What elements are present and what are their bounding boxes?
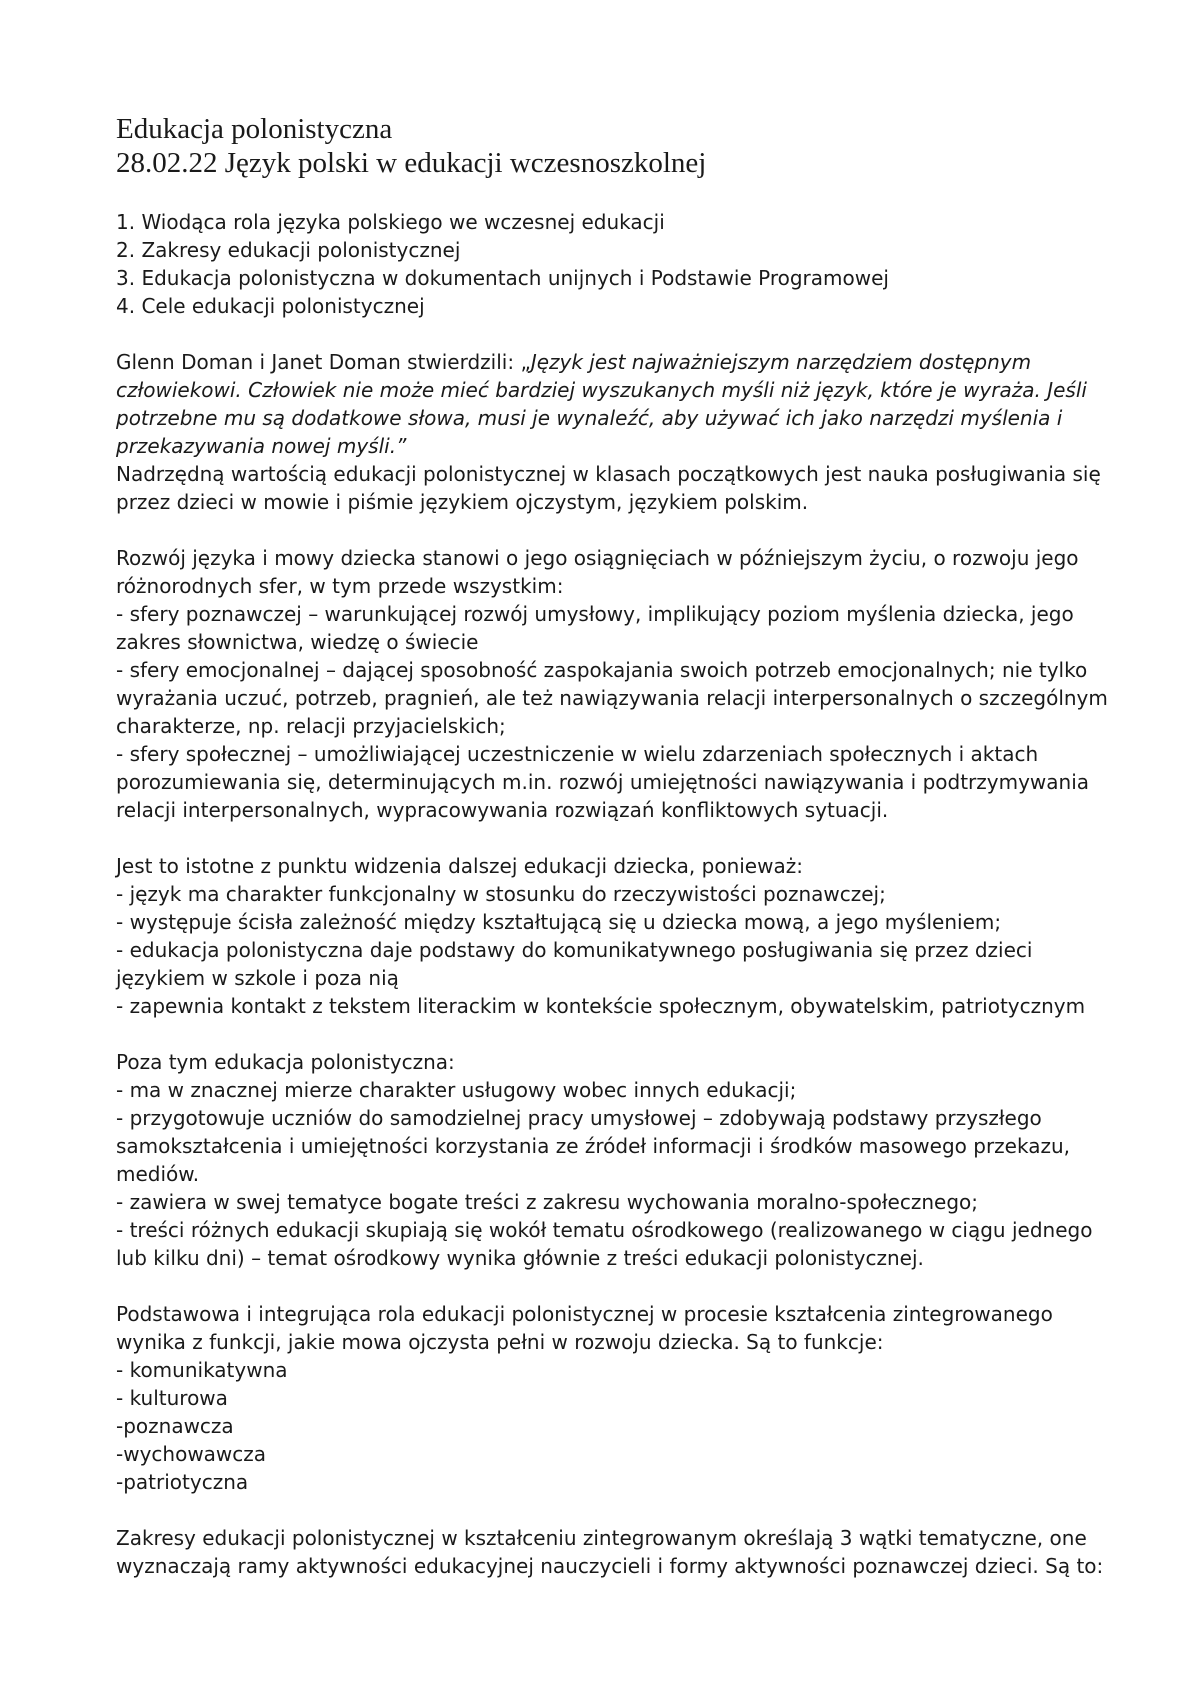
outline-item: 1. Wiodąca rola języka polskiego we wczesnej edukacji bbox=[116, 210, 665, 234]
paragraph-line: charakterze, np. relacji przyjacielskich; bbox=[116, 714, 506, 738]
paragraph-line: Nadrzędną wartością edukacji polonistycznej w klasach początkowych jest nauka posługiwania się bbox=[116, 462, 1101, 486]
paragraph-development bbox=[116, 544, 1106, 824]
paragraph-line: - zapewnia kontakt z tekstem literackim w kontekście społecznym, obywatelskim, patriotycznym bbox=[116, 994, 1086, 1018]
function-item: -poznawcza bbox=[116, 1414, 234, 1438]
document-title bbox=[116, 112, 1106, 180]
outline-item: 2. Zakresy edukacji polonistycznej bbox=[116, 238, 461, 262]
outline-item: 4. Cele edukacji polonistycznej bbox=[116, 294, 425, 318]
paragraph-line: - sfery społecznej – umożliwiającej uczestniczenie w wielu zdarzeniach społecznych i aktach bbox=[116, 742, 1039, 766]
paragraph-line: przez dzieci w mowie i piśmie językiem ojczystym, językiem polskim. bbox=[116, 490, 809, 514]
outline-item: 3. Edukacja polonistyczna w dokumentach unijnych i Podstawie Programowej bbox=[116, 266, 889, 290]
quote-intro: Glenn Doman i Janet Doman stwierdzili: „ bbox=[116, 350, 531, 374]
paragraph-importance bbox=[116, 852, 1106, 1020]
paragraph-line: mediów. bbox=[116, 1162, 200, 1186]
paragraph-line: relacji interpersonalnych, wypracowywania rozwiązań konfliktowych sytuacji. bbox=[116, 798, 889, 822]
paragraph-line: zakres słownictwa, wiedzę o świecie bbox=[116, 630, 479, 654]
paragraph-line: Zakresy edukacji polonistycznej w kształceniu zintegrowanym określają 3 wątki tematyczne, one bbox=[116, 1526, 1087, 1550]
paragraph-line: - edukacja polonistyczna daje podstawy do komunikatywnego posługiwania się przez dzieci bbox=[116, 938, 1033, 962]
outline-list bbox=[116, 208, 1106, 320]
paragraph-additional bbox=[116, 1048, 1106, 1272]
paragraph-line: Podstawowa i integrująca rola edukacji polonistycznej w procesie kształcenia zintegrowanego bbox=[116, 1302, 1053, 1326]
quote-line bbox=[116, 348, 1106, 376]
paragraph-line: - występuje ścisła zależność między kształtującą się u dziecka mową, a jego myśleniem; bbox=[116, 910, 1002, 934]
quote-paragraph bbox=[116, 348, 1106, 516]
paragraph-line: wynika z funkcji, jakie mowa ojczysta pełni w rozwoju dziecka. Są to funkcje: bbox=[116, 1330, 884, 1354]
paragraph-line: - zawiera w swej tematyce bogate treści z zakresu wychowania moralno-społecznego; bbox=[116, 1190, 978, 1214]
paragraph-line: - treści różnych edukacji skupiają się wokół tematu ośrodkowego (realizowanego w ciągu jednego bbox=[116, 1218, 1093, 1242]
quote-line: potrzebne mu są dodatkowe słowa, musi je wynaleźć, aby używać ich jako narzędzi myślenia i bbox=[116, 406, 1063, 430]
paragraph-line: Poza tym edukacja polonistyczna: bbox=[116, 1050, 455, 1074]
paragraph-line: wyrażania uczuć, potrzeb, pragnień, ale też nawiązywania relacji interpersonalnych o szczególnym bbox=[116, 686, 1108, 710]
document-page bbox=[116, 112, 1106, 1580]
paragraph-line: - ma w znacznej mierze charakter usługowy wobec innych edukacji; bbox=[116, 1078, 797, 1102]
paragraph-line: lub kilku dni) – temat ośrodkowy wynika głównie z treści edukacji polonistycznej. bbox=[116, 1246, 924, 1270]
paragraph-line: porozumiewania się, determinujących m.in. rozwój umiejętności nawiązywania i podtrzymywania bbox=[116, 770, 1090, 794]
function-item: -patriotyczna bbox=[116, 1470, 249, 1494]
function-item: - kulturowa bbox=[116, 1386, 228, 1410]
function-item: - komunikatywna bbox=[116, 1358, 288, 1382]
paragraph-line: Jest to istotne z punktu widzenia dalszej edukacji dziecka, ponieważ: bbox=[116, 854, 803, 878]
quote-line: człowiekowi. Człowiek nie może mieć bardziej wyszukanych myśli niż język, które je wyraża. Jeśli bbox=[116, 378, 1087, 402]
paragraph-scopes bbox=[116, 1524, 1106, 1580]
paragraph-line: językiem w szkole i poza nią bbox=[116, 966, 399, 990]
quote-text: Język jest najważniejszym narzędziem dostępnym bbox=[530, 350, 1032, 374]
function-item: -wychowawcza bbox=[116, 1442, 267, 1466]
title-line-1: Edukacja polonistyczna bbox=[116, 113, 393, 145]
paragraph-line: - sfery emocjonalnej – dającej sposobność zaspokajania swoich potrzeb emocjonalnych; nie tylko bbox=[116, 658, 1088, 682]
paragraph-line: samokształcenia i umiejętności korzystania ze źródeł informacji i środków masowego przekazu, bbox=[116, 1134, 1070, 1158]
paragraph-line: różnorodnych sfer, w tym przede wszystkim: bbox=[116, 574, 564, 598]
paragraph-line: Rozwój języka i mowy dziecka stanowi o jego osiągnięciach w późniejszym życiu, o rozwoju jego bbox=[116, 546, 1079, 570]
paragraph-line: - przygotowuje uczniów do samodzielnej pracy umysłowej – zdobywają podstawy przyszłego bbox=[116, 1106, 1042, 1130]
title-line-2: 28.02.22 Język polski w edukacji wczesnoszkolnej bbox=[116, 147, 707, 179]
quote-line: przekazywania nowej myśli.” bbox=[116, 434, 407, 458]
paragraph-functions bbox=[116, 1300, 1106, 1496]
paragraph-line: - język ma charakter funkcjonalny w stosunku do rzeczywistości poznawczej; bbox=[116, 882, 886, 906]
paragraph-line: - sfery poznawczej – warunkującej rozwój umysłowy, implikujący poziom myślenia dziecka, jego bbox=[116, 602, 1074, 626]
paragraph-line: wyznaczają ramy aktywności edukacyjnej nauczycieli i formy aktywności poznawczej dzieci. Są to: bbox=[116, 1554, 1104, 1578]
